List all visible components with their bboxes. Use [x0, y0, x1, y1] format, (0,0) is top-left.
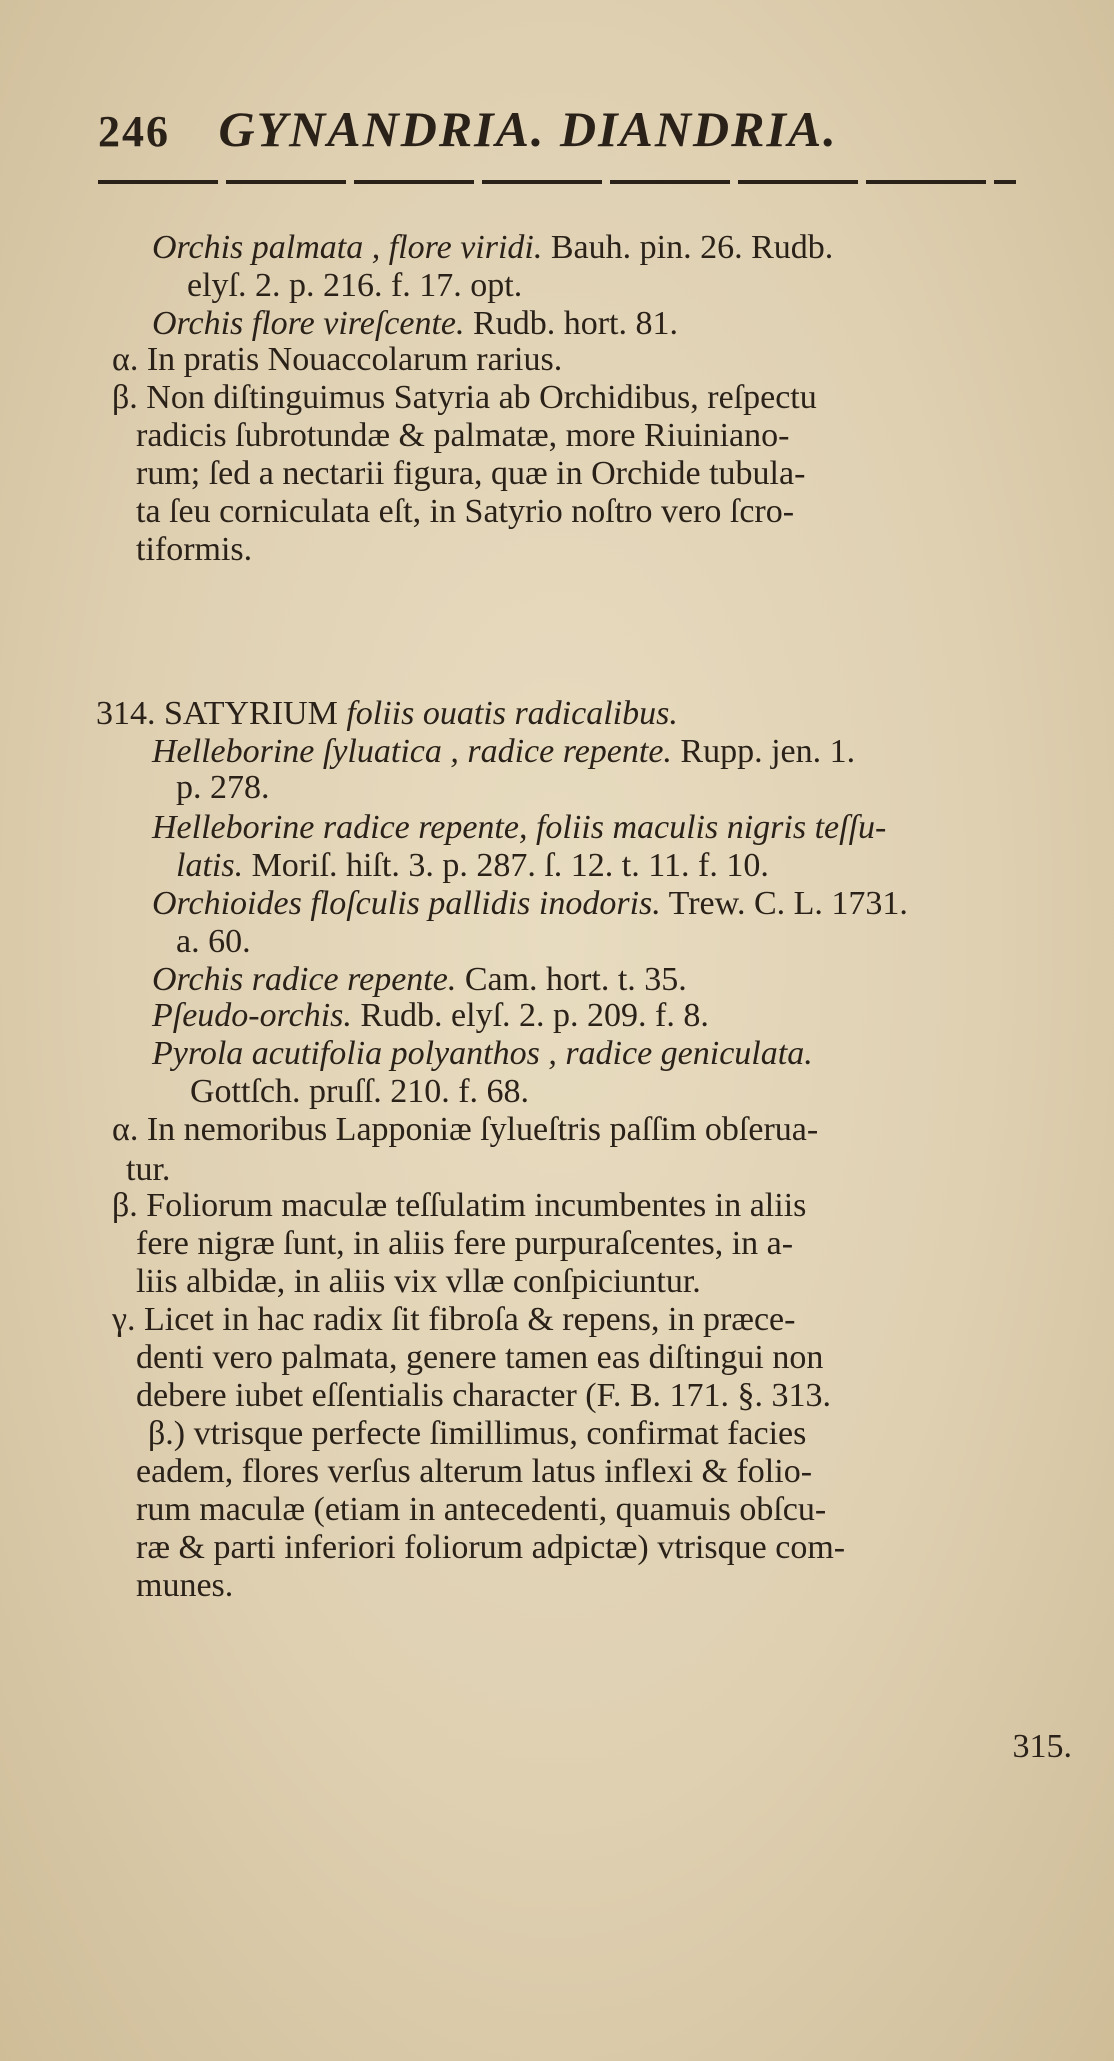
roman-text: rum maculæ (etiam in antecedenti, quamuis obſcu-: [136, 1491, 827, 1528]
text-line: [176, 846, 769, 886]
roman-text: munes.: [136, 1567, 234, 1604]
roman-text: Trew. C. L. 1731.: [660, 885, 908, 922]
roman-text: p. 278.: [176, 769, 270, 806]
roman-text: Moriſ. hiſt. 3. p. 287. ſ. 12. t. 11. f. 10.: [243, 847, 769, 884]
text-line: [136, 454, 805, 494]
text-line: [112, 1186, 806, 1226]
roman-text: denti vero palmata, genere tamen eas diſtingui non: [136, 1339, 824, 1376]
text-line: [152, 996, 709, 1036]
text-line: [152, 884, 908, 924]
roman-text: liis albidæ, in aliis vix vllæ conſpiciuntur.: [136, 1263, 701, 1300]
text-line: [96, 694, 678, 734]
text-line: [152, 808, 886, 848]
running-title: GYNANDRIA. DIANDRIA.: [218, 101, 838, 157]
roman-text: α. In nemoribus Lapponiæ ſylueſtris paſſim obſerua-: [112, 1111, 819, 1148]
text-line: [136, 1338, 823, 1378]
italic-text: Pyrola acutifolia polyanthos , radice geniculata.: [152, 1035, 813, 1072]
roman-text: elyſ. 2. p. 216. f. 17. opt.: [187, 267, 523, 304]
roman-text: tur.: [126, 1151, 171, 1188]
text-line: [112, 1110, 818, 1150]
roman-text: Cam. hort. t. 35.: [456, 961, 687, 998]
roman-text: ræ & parti inferiori foliorum adpictæ) vtrisque com-: [136, 1529, 846, 1566]
roman-text: radicis ſubrotundæ & palmatæ, more Riuiniano-: [136, 417, 790, 454]
text-line: [136, 1262, 701, 1302]
text-line: [126, 1150, 170, 1190]
text-line: [148, 1414, 806, 1454]
italic-text: Orchioides floſculis pallidis inodoris.: [152, 885, 661, 922]
roman-text: Bauh. pin. 26. Rudb.: [542, 229, 834, 266]
catchword: 315.: [1012, 1728, 1072, 1765]
text-line: [136, 1452, 812, 1492]
italic-text: foliis ouatis radicalibus.: [346, 695, 678, 732]
text-line: [176, 922, 251, 962]
roman-text: debere iubet eſſentialis character (F. B. 171. §. 313.: [136, 1377, 831, 1414]
italic-text: latis.: [176, 847, 244, 884]
text-line: [112, 340, 562, 380]
running-header: [98, 100, 1018, 160]
text-line: [136, 492, 794, 532]
roman-text: Rudb. elyſ. 2. p. 209. f. 8.: [351, 997, 709, 1034]
roman-text: a. 60.: [176, 923, 251, 960]
text-line: [152, 960, 687, 1000]
text-line: [152, 732, 855, 772]
roman-text: tiformis.: [136, 531, 253, 568]
text-line: [152, 228, 833, 268]
roman-text: eadem, flores verſus alterum latus inflexi & folio-: [136, 1453, 813, 1490]
roman-text: γ. Licet in hac radix ſit fibroſa & repens, in præce-: [112, 1301, 796, 1338]
text-line: [136, 1224, 793, 1264]
roman-text: rum; ſed a nectarii figura, quæ in Orchide tubula-: [136, 455, 806, 492]
roman-text: Rudb. hort. 81.: [464, 305, 678, 342]
italic-text: Helleborine radice repente, foliis maculis nigris teſſu-: [152, 809, 887, 846]
header-rule: [98, 180, 1016, 184]
text-line: [136, 1490, 826, 1530]
text-line: [152, 1034, 813, 1074]
roman-text: β. Non diſtinguimus Satyria ab Orchidibus, reſpectu: [112, 379, 817, 416]
roman-text: β. Foliorum maculæ teſſulatim incumbentes in aliis: [112, 1187, 807, 1224]
italic-text: Orchis palmata , flore viridi.: [152, 229, 543, 266]
text-line: [136, 1376, 831, 1416]
italic-text: Orchis radice repente.: [152, 961, 457, 998]
text-line: [176, 768, 270, 808]
text-line: [136, 530, 252, 570]
text-line: [112, 1300, 795, 1340]
roman-text: β.) vtrisque perfecte ſimillimus, confirmat facies: [148, 1415, 807, 1452]
text-line: [112, 378, 817, 418]
roman-text: 314. SATYRIUM: [96, 695, 347, 732]
text-line: [190, 1072, 529, 1112]
page-number: 246: [98, 107, 170, 156]
text-line: [152, 304, 678, 344]
italic-text: Pſeudo-orchis.: [152, 997, 352, 1034]
roman-text: Rupp. jen. 1.: [671, 733, 856, 770]
italic-text: Orchis flore vireſcente.: [152, 305, 465, 342]
roman-text: α. In pratis Nouaccolarum rarius.: [112, 341, 563, 378]
text-line: [136, 1528, 845, 1568]
roman-text: ta ſeu corniculata eſt, in Satyrio noſtro vero ſcro-: [136, 493, 795, 530]
italic-text: Helleborine ſyluatica , radice repente.: [152, 733, 672, 770]
roman-text: fere nigræ ſunt, in aliis fere purpuraſcentes, in a-: [136, 1225, 794, 1262]
text-line: [187, 266, 522, 306]
text-line: [136, 1566, 233, 1606]
roman-text: Gottſch. pruſſ. 210. f. 68.: [190, 1073, 530, 1110]
text-line: [136, 416, 789, 456]
